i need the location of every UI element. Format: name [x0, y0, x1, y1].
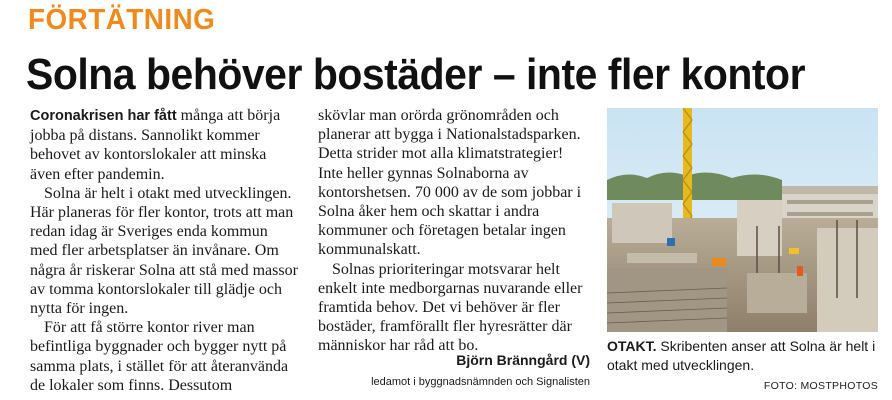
article-column-1	[30, 106, 298, 395]
article-headline: Solna behöver bostäder – inte fler kontor	[26, 50, 806, 99]
photo-caption	[607, 337, 883, 374]
author-role: ledamot i byggnadsnämnden och Signalisten	[371, 376, 590, 388]
article-column-2	[318, 106, 590, 356]
photo-credit: FOTO: MOSTPHOTOS	[763, 380, 878, 392]
construction-site-photo	[607, 108, 878, 332]
lead-in: Coronakrisen har fått	[30, 108, 177, 124]
paragraph-4: Solnas prioriteringar motsvarar helt enkelt inte medborgarnas nuvarande eller framtida behov. Det vi behöver är fler bostäder, framförallt fler hyresrätter där människor har råd att bo.	[318, 260, 583, 355]
paragraph-2: Solna är helt i otakt med utvecklingen. Här planeras för fler kontor, trots att man redan idag är Sveriges enda kommun med fler arbetsplatser än invånare. Om några år riskerar Solna att stå med massor av tomma kontorslokaler till glädje och nytta för ingen.	[30, 184, 298, 318]
caption-lead: OTAKT.	[607, 338, 657, 354]
author-name: Björn Bränngård (V)	[456, 352, 590, 368]
paragraph-1: Coronakrisen har fått många att börja jobba på distans. Sannolikt kommer behovet av kontorslokaler att minska även efter pandemin.	[30, 107, 281, 183]
paragraph-3-cont: skövlar man orörda grönområden och planerar att bygga i Nationalstadsparken. Detta strider mot alla klimatstrategier! Inte heller gynnas Solnaborna av kontorshetsen. 70 000 av de som jobbar i Solna åker hem och skattar i andra kommuner och företagen betalar ingen kommunalskatt.	[318, 107, 582, 259]
section-kicker: FÖRTÄTNING	[28, 4, 216, 36]
paragraph-3: För att få större kontor river man befintliga byggnader och bygger nytt på samma plats, i stället för att återanvända de lokaler som finns. Dessutom	[30, 319, 289, 394]
caption-text: Skribenten anser att Solna är helt i otakt med utvecklingen.	[607, 338, 876, 373]
